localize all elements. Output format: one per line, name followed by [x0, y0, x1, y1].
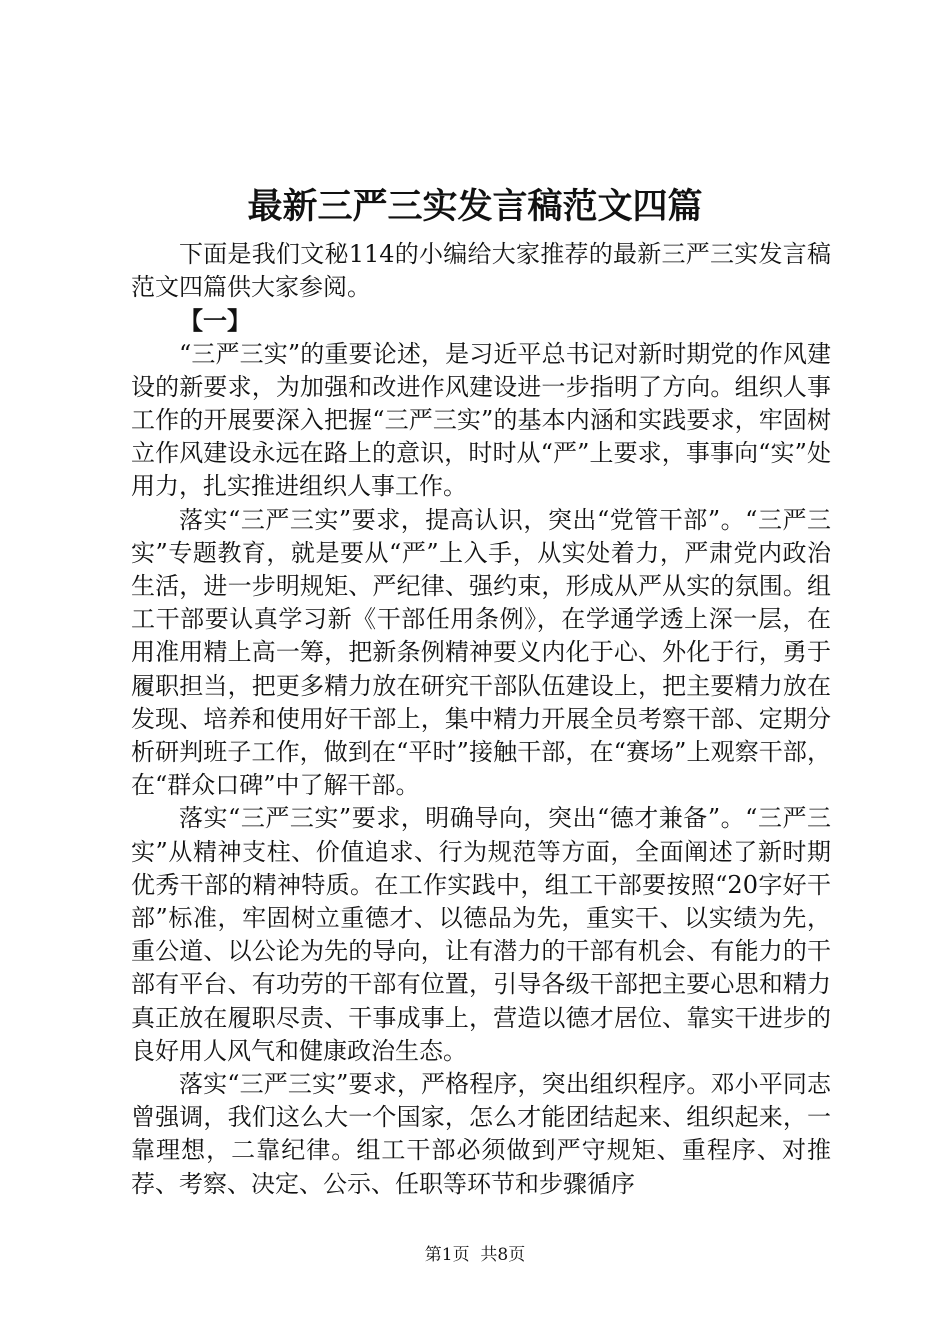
section-marker-one: 【一】: [179, 306, 251, 336]
page-number: 第1页: [424, 1245, 470, 1265]
body-paragraph: 落实“三严三实”要求，严格程序，突出组织程序。邓小平同志曾强调，我们这么大一个国家，怎么才能团结起来、组织起来，一靠理想，二靠纪律。组工干部必须做到严守规矩、重程序、对推荐、考察、决定、公示、任职等环节和步骤循序: [131, 1070, 831, 1198]
document-body: [131, 238, 831, 1201]
page-total: 共8页: [480, 1245, 526, 1265]
body-paragraph: “三严三实”的重要论述，是习近平总书记对新时期党的作风建设的新要求，为加强和改进作风建设进一步指明了方向。组织人事工作的开展要深入把握“三严三实”的基本内涵和实践要求，牢固树立作风建设永远在路上的意识，时时从“严”上要求，事事向“实”处用力，扎实推进组织人事工作。: [131, 339, 831, 501]
document-title: 最新三严三实发言稿范文四篇: [247, 186, 703, 227]
body-paragraph: 落实“三严三实”要求，提高认识，突出“党管干部”。“三严三实”专题教育，就是要从“严”上入手，从实处着力，严肃党内政治生活，进一步明规矩、严纪律、强约束，形成从严从实的氛围。组工干部要认真学习新《干部任用条例》，在学通学透上深一层，在用准用精上高一筹，把新条例精神要义内化于心、外化于行，勇于履职担当，把更多精力放在研究干部队伍建设上，把主要精力放在发现、培养和使用好干部上，集中精力开展全员考察干部、定期分析研判班子工作，做到在“平时”接触干部，在“赛场”上观察干部，在“群众口碑”中了解干部。: [131, 505, 831, 800]
intro-paragraph: 下面是我们文秘114的小编给大家推荐的最新三严三实发言稿范文四篇供大家参阅。: [131, 240, 831, 302]
body-paragraph: 落实“三严三实”要求，明确导向，突出“德才兼备”。“三严三实”从精神支柱、价值追求、行为规范等方面，全面阐述了新时期优秀干部的精神特质。在工作实践中，组工干部要按照“20字好干部”标准，牢固树立重德才、以德品为先，重实干、以实绩为先，重公道、以公论为先的导向，让有潜力的干部有机会、有能力的干部有平台、有功劳的干部有位置，引导各级干部把主要心思和精力真正放在履职尽责、干事成事上，营造以德才居位、靠实干进步的良好用人风气和健康政治生态。: [131, 804, 831, 1065]
page-footer: [0, 1243, 950, 1267]
